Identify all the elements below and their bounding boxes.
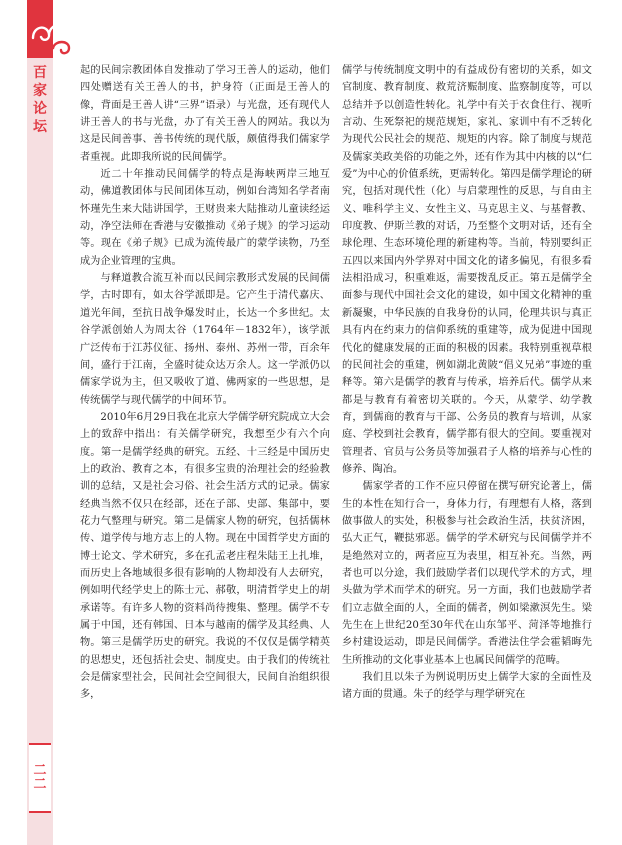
page-number	[27, 742, 53, 814]
auspicious-cloud-icon	[27, 8, 75, 68]
section-label	[27, 64, 53, 136]
section-label-char: 论	[33, 101, 47, 117]
paragraph: 与释道教合流互补而以民间宗教形式发展的民间儒学，古时即有，如太谷学派即是。它产生于清代嘉庆、道光年间，至抗日战争爆发时止，长达一个多世纪。太谷学派创始人为周太谷（1764年－1832年），该学派广泛传布于江苏仪征、扬州、泰州、苏州一带，百余年间，盛行于江南，全盛时徒众达万余人。这一学派仍以儒家学说为主，但又吸收了道、佛两家的一些思想，是传统儒学与现代儒学的中间环节。	[80, 273, 330, 406]
section-label-char: 坛	[33, 119, 47, 135]
page-number-char: 二	[33, 777, 47, 792]
paragraph: 我们且以朱子为例说明历史上儒学大家的全面性及诸方面的贯通。朱子的经学与理学研究在	[342, 672, 592, 701]
paragraph: 近二十年推动民间儒学的特点是海峡两岸三地互动，佛道教团体与民间团体互动，例如台湾知名学者南怀瑾先生来大陆讲国学，王财贵来大陆推动儿童读经运动，净空法师在香港与安徽推动《弟子规》的学习运动等。现在《弟子规》已成为流传最广的蒙学读物，乃至成为企业管理的宝典。	[80, 169, 330, 267]
page-number-frame	[29, 743, 51, 813]
section-label-char: 百	[33, 65, 47, 81]
paragraph: 儒家学者的工作不应只停留在撰写研究论著上，儒生的本性在知行合一，身体力行，有理想有人格，落到做事做人的实处，积极参与社会政治生活，扶贫济困，弘大正气，鞭挞邪恶。儒学的学术研究与民间儒学并不是绝然对立的，两者应互为表里，相互补充。当然，两者也可以分途，我们鼓励学者们以现代学术的方式，埋头做为学术而学术的研究。另一方面，我们也鼓励学者们立志做全面的人，全面的儒者，例如梁漱溟先生。梁先生在上世纪20至30年代在山东邹平、菏泽等地推行乡村建设运动，即是民间儒学。香港法住学会霍韬晦先生所推动的文化事业基本上也属民间儒学的范畴。	[342, 481, 592, 666]
paragraph: 2010年6月29日我在北京大学儒学研究院成立大会上的致辞中指出：有关儒学研究，我想至少有六个向度。第一是儒学经典的研究。五经、十三经是中国历史上的政治、教育之本，有很多宝贵的治理社会的经验教训的总结，又是社会习俗、社会生活方式的记录。儒家经典当然不仅只在经部，还在子部、史部、集部中，要花力气整理与研究。第二是儒家人物的研究，包括儒林传、道学传与地方志上的人物。现在中国哲学史方面的博士论文、学术研究，多在孔孟老庄程朱陆王上扎堆，而历史上各地域很多很有影响的人物却没有人去研究，例如明代经学史上的陈士元、郝敬，明清哲学史上的胡承诺等。有许多人物的资料尚待搜集、整理。儒学不专属于中国，还有韩国、日本与越南的儒学及其经典、人物。第三是儒学历史的研究。我说的不仅仅是儒学精英的思想史，还包括社会史、制度史。由于我们的传统社会是儒家型社会，民间社会空间很大，民间自治组织很多，	[80, 411, 330, 701]
right-column	[342, 62, 592, 704]
paragraph: 起的民间宗教团体自发推动了学习王善人的运动，他们四处赠送有关王善人的书，护身符（正面是王善人的像，背面是王善人讲“三界”语录）与光盘，还有现代人讲王善人的书与光盘，办了有关王善人的网站。我以为这是民间善事、善书传统的现代版，颇值得我们儒家学者重视。此即我所说的民间儒学。	[80, 65, 330, 163]
paragraph: 儒学与传统制度文明中的有益成份有密切的关系，如文官制度、教育制度、救荒济赈制度、监察制度等，可以总结并予以创造性转化。礼学中有关于衣食住行、视听言动、生死祭祀的规范规矩，家礼、家训中有不乏转化为现代公民社会的规范、规矩的内容。除了制度与规范及儒家美政美俗的功能之外，还有作为其中内核的以“仁爱”为中心的价值系统，更需转化。第四是儒学理论的研究，包括对现代性（化）与启蒙理性的反思，与自由主义、唯科学主义、女性主义、马克思主义、与基督教、印度教、伊斯兰教的对话，乃至整个文明对话，还有全球伦理、生态环境伦理的新建构等。当前，特别要纠正五四以来国内外学界对中国文化的诸多偏见，有很多看法相沿成习，积重难返，需要拨乱反正。第五是儒学全面参与现代中国社会文化的建设，如中国文化精神的重新凝聚，中华民族的自我身份的认同，伦理共识与真正具有内在约束力的信仰系统的重建等，成为促进中国现代化的健康发展的正面的积极的因素。我特别重视草根的民间社会的重建，例如湖北黄陂“倡义兄弟”事迹的重释等。第六是儒学的教育与传承，培养后代。儒学从来都是与教育有着密切关联的。今天，从蒙学、幼学教育，到儒商的教育与干部、公务员的教育与培训，从家庭、学校到社会教育，儒学都有很大的空间。要重视对管理者、官员与公务员等加强君子人格的培养与心性的修养、陶冶。	[342, 65, 592, 475]
section-label-char: 家	[33, 83, 47, 99]
left-column	[80, 62, 330, 704]
page-number-char: 二	[33, 763, 47, 778]
